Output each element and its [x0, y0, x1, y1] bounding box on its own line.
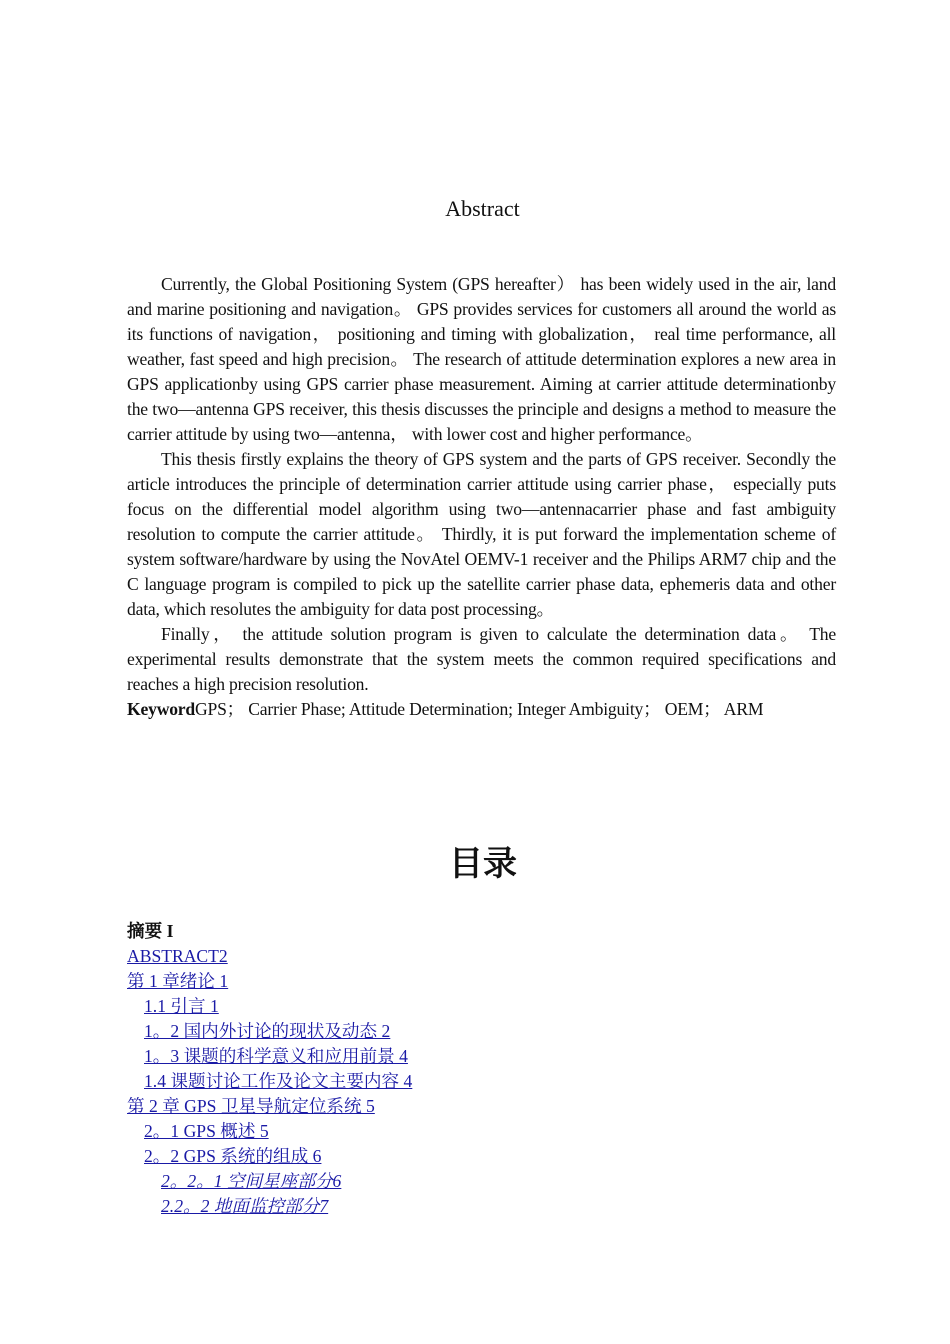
- toc-link-1-1[interactable]: 1.1 引言 1: [144, 996, 219, 1016]
- abstract-paragraph: Currently, the Global Positioning System (GPS hereafter） has been widely used in the air, land and marine positioning and navigation。 GPS provides services for customers all around the world as its functions of navigation， positioning and timing with globalization， real time performance, all weather, fast speed and high precision。 The research of attitude determination explores a new area in GPS applicationby using GPS carrier phase measurement. Aiming at carrier attitude determinationby the two—antenna GPS receiver, this thesis discusses the principle and designs a method to measure the carrier attitude by using two—antenna， with lower cost and higher performance。: [127, 274, 836, 444]
- table-of-contents: [127, 919, 412, 1219]
- toc-link-chapter-2[interactable]: 第 2 章 GPS 卫星导航定位系统 5: [127, 1096, 375, 1116]
- keywords-line: [127, 697, 836, 722]
- toc-item-abstract-cn: 摘要 I: [127, 921, 174, 941]
- toc-link-2-1[interactable]: 2。1 GPS 概述 5: [144, 1121, 269, 1141]
- toc-link-chapter-1[interactable]: 第 1 章绪论 1: [127, 971, 229, 991]
- toc-link-2-2-1[interactable]: 2。2。1 空间星座部分6: [161, 1171, 342, 1191]
- abstract-paragraph: Finally， the attitude solution program is given to calculate the determination data。 The experimental results demonstrate that the system meets the common required specifications and reaches a high precision resolution.: [127, 624, 836, 694]
- toc-link-2-2[interactable]: 2。2 GPS 系统的组成 6: [144, 1146, 322, 1166]
- toc-link-1-4[interactable]: 1.4 课题讨论工作及论文主要内容 4: [144, 1071, 413, 1091]
- toc-title: 目录: [449, 844, 517, 884]
- toc-link-1-3[interactable]: 1。3 课题的科学意义和应用前景 4: [144, 1046, 408, 1066]
- abstract-body: [127, 272, 836, 722]
- abstract-title: Abstract: [445, 196, 520, 221]
- keyword-label: Keyword: [127, 699, 195, 719]
- toc-link-abstract[interactable]: ABSTRACT2: [127, 946, 228, 966]
- toc-link-1-2[interactable]: 1。2 国内外讨论的现状及动态 2: [144, 1021, 391, 1041]
- abstract-paragraph: This thesis firstly explains the theory of GPS system and the parts of GPS receiver. Secondly the article introduces the principle of determination carrier attitude using carrier phase， especially puts focus on the differential model algorithm using two—antennacarrier phase and fast ambiguity resolution to compute the carrier attitude。 Thirdly, it is put forward the implementation scheme of system software/hardware by using the NovAtel OEMV-1 receiver and the Philips ARM7 chip and the C language program is compiled to pick up the satellite carrier phase data, ephemeris data and other data, which resolutes the ambiguity for data post processing。: [127, 449, 836, 619]
- keywords: GPS； Carrier Phase; Attitude Determination; Integer Ambiguity； OEM； ARM: [195, 699, 764, 719]
- toc-link-2-2-2[interactable]: 2.2。2 地面监控部分7: [161, 1196, 329, 1216]
